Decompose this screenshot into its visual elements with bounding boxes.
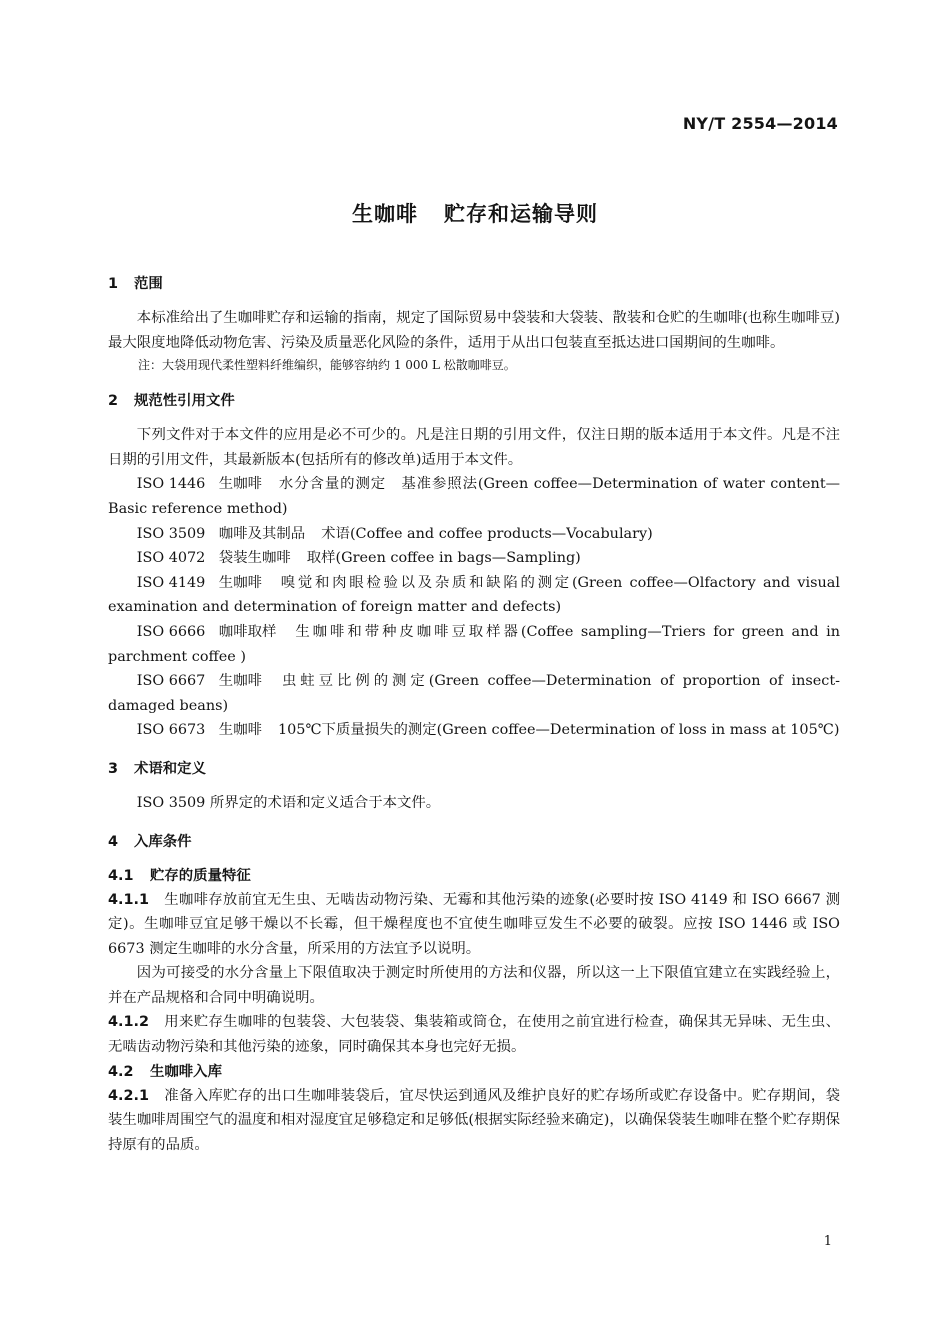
clause-4-2-1: 4.2.1 准备入库贮存的出口生咖啡装袋后，宜尽快运到通风及维护良好的贮存场所或贮存设备中。贮存期间，袋装生咖啡周围空气的温度和相对湿度宜足够稳定和足够低(根据实际经验来确定)，以确保袋装生咖啡在整个贮存期保持原有的品质。: [108, 1087, 840, 1153]
document-body: [108, 272, 840, 1157]
section-2-heading: 2 规范性引用文件: [108, 393, 235, 410]
standard-code: NY/T 2554—2014: [682, 114, 838, 133]
clause-4-1-1-paragraph-2: 因为可接受的水分含量上下限值取决于测定时所使用的方法和仪器，所以这一上下限值宜建立在实践经验上，并在产品规格和合同中明确说明。: [108, 965, 840, 1006]
reference-item: ISO 4149 生咖啡 嗅觉和肉眼检验以及杂质和缺陷的测定(Green coffee—Olfactory and visual examination and determination of foreign matter and defects): [108, 574, 840, 616]
clause-4-1-2: 4.1.2 用来贮存生咖啡的包装袋、大包装袋、集装箱或筒仓，在使用之前宜进行检查，确保其无异味、无生虫、无啮齿动物污染和其他污染的迹象，同时确保其本身也完好无损。: [108, 1014, 840, 1056]
section-1-heading: 1 范围: [108, 276, 163, 292]
section-1-paragraph: 本标准给出了生咖啡贮存和运输的指南，规定了国际贸易中袋装和大袋装、散装和仓贮的生咖啡(也称生咖啡豆)最大限度地降低动物危害、污染及质量恶化风险的条件，适用于从出口包装直至抵达进口国期间的生咖啡。: [108, 310, 840, 351]
section-3-paragraph: ISO 3509 所界定的术语和定义适合于本文件。: [136, 794, 441, 811]
reference-item: ISO 1446 生咖啡 水分含量的测定 基准参照法(Green coffee—Determination of water content—Basic reference method): [108, 476, 840, 517]
section-4-2-heading: 4.2 生咖啡入库: [108, 1063, 222, 1080]
page-number: 1: [823, 1234, 832, 1249]
reference-item: ISO 3509 咖啡及其制品 术语(Coffee and coffee products—Vocabulary): [136, 525, 653, 542]
reference-item: ISO 4072 袋装生咖啡 取样(Green coffee in bags—Sampling): [136, 550, 581, 567]
normative-references-list: [108, 472, 840, 743]
title-part2: 贮存和运输导则: [444, 202, 598, 226]
section-2-paragraph: 下列文件对于本文件的应用是必不可少的。凡是注日期的引用文件，仅注日期的版本适用于本文件。凡是不注日期的引用文件，其最新版本(包括所有的修改单)适用于本文件。: [108, 427, 840, 468]
section-4-1-heading: 4.1 贮存的质量特征: [108, 867, 251, 884]
section-1-note: 注：大袋用现代柔性塑料纤维编织，能够容纳约 1 000 L 松散咖啡豆。: [138, 358, 516, 373]
reference-item: ISO 6673 生咖啡 105℃下质量损失的测定(Green coffee—Determination of loss in mass at 105℃): [136, 722, 840, 739]
reference-item: ISO 6666 咖啡取样 生咖啡和带种皮咖啡豆取样器(Coffee sampling—Triers for green and in parchment coffee ): [108, 623, 840, 665]
document-title: [0, 198, 950, 228]
reference-item: ISO 6667 生咖啡 虫蛀豆比例的测定(Green coffee—Determination of proportion of insect-damaged beans): [108, 673, 840, 714]
title-part1: 生咖啡: [352, 202, 418, 226]
section-3-heading: 3 术语和定义: [108, 760, 206, 777]
section-4-heading: 4 入库条件: [108, 833, 192, 850]
clause-4-1-1: 4.1.1 生咖啡存放前宜无生虫、无啮齿动物污染、无霉和其他污染的迹象(必要时按 ISO 4149 和 ISO 6667 测定)。生咖啡豆宜足够干燥以不长霉，但干燥程度也不宜使生咖啡豆发生不必要的破裂。应按 ISO 1446 或 ISO 6673 测定生咖啡的水分含量，所采用的方法宜予以说明。: [108, 891, 840, 957]
